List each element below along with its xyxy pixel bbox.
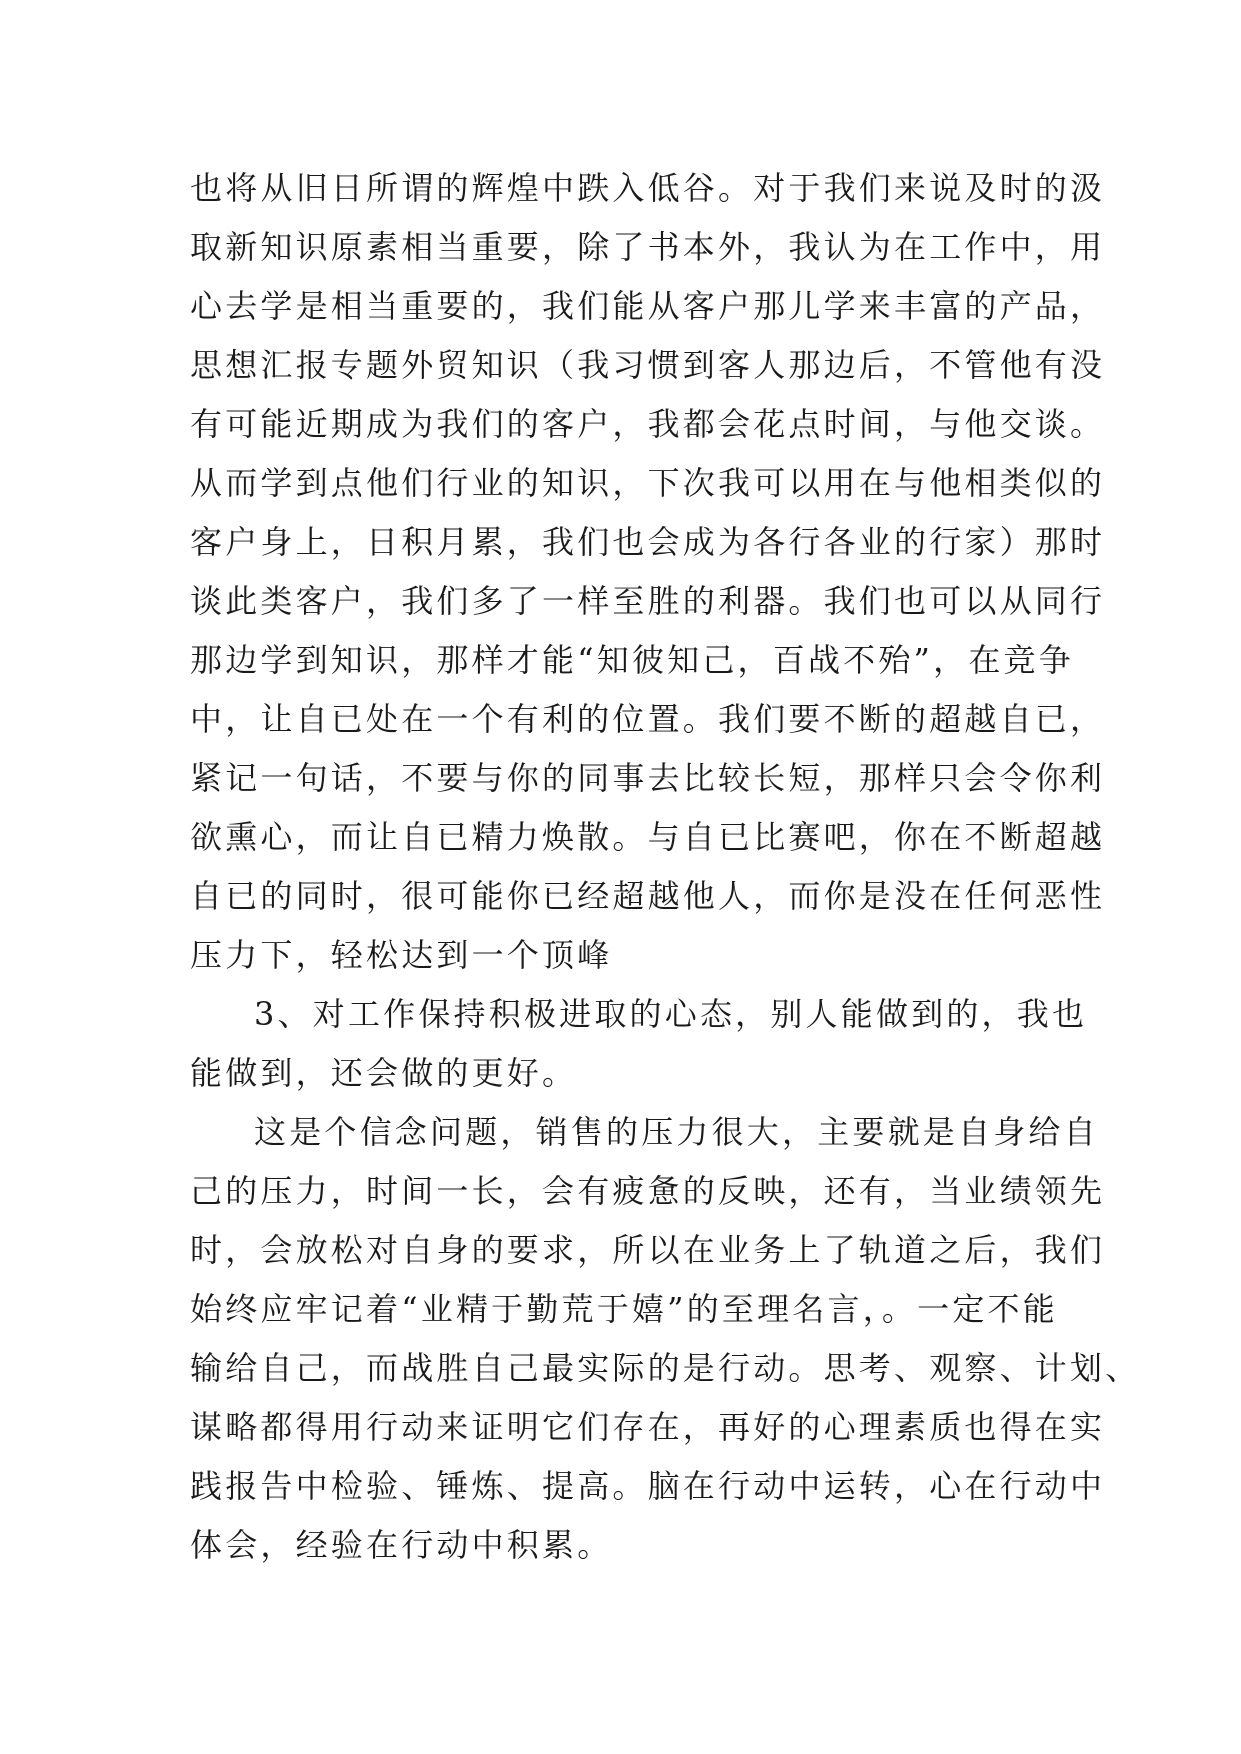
text-line: 能做到，还会做的更好。 — [190, 1054, 578, 1092]
text-line: 客户身上，日积月累，我们也会成为各行各业的行家）那时 — [190, 523, 1106, 561]
text-line: 中，让自已处在一个有利的位置。我们要不断的超越自已， — [190, 700, 1106, 738]
document-body — [190, 159, 1141, 1575]
text-line: 输给自己，而战胜自己最实际的是行动。思考、观察、计划、 — [190, 1349, 1141, 1387]
text-line: 也将从旧日所谓的辉煌中跌入低谷。对于我们来说及时的汲 — [190, 169, 1106, 207]
text-line: 自已的同时，很可能你已经超越他人，而你是没在任何恶性 — [190, 877, 1106, 915]
paragraph-first-line: 3、对工作保持积极进取的心态，别人能做到的，我也 — [254, 995, 1088, 1033]
text-line: 始终应牢记着“业精于勤荒于嬉”的至理名言，。一定不能 — [190, 1290, 1058, 1328]
text-line: 时，会放松对自身的要求，所以在业务上了轨道之后，我们 — [190, 1231, 1106, 1269]
text-line: 己的压力，时间一长，会有疲惫的反映，还有，当业绩领先 — [190, 1172, 1106, 1210]
text-line: 谋略都得用行动来证明它们存在，再好的心理素质也得在实 — [190, 1408, 1106, 1446]
text-line: 那边学到知识，那样才能“知彼知己，百战不殆”，在竞争 — [190, 641, 1074, 679]
text-line: 紧记一句话，不要与你的同事去比较长短，那样只会令你利 — [190, 759, 1106, 797]
text-line: 有可能近期成为我们的客户，我都会花点时间，与他交谈。 — [190, 405, 1106, 443]
text-line: 谈此类客户，我们多了一样至胜的利器。我们也可以从同行 — [190, 582, 1106, 620]
text-line: 取新知识原素相当重要，除了书本外，我认为在工作中，用 — [190, 228, 1106, 266]
text-line: 压力下，轻松达到一个顶峰 — [190, 936, 613, 974]
text-line: 欲熏心，而让自已精力焕散。与自已比赛吧，你在不断超越 — [190, 818, 1106, 856]
text-line: 思想汇报专题外贸知识（我习惯到客人那边后，不管他有没 — [190, 346, 1106, 384]
text-line: 从而学到点他们行业的知识，下次我可以用在与他相类似的 — [190, 464, 1106, 502]
paragraph-first-line: 这是个信念问题，销售的压力很大，主要就是自身给自 — [254, 1113, 1099, 1151]
text-line: 践报告中检验、锤炼、提高。脑在行动中运转，心在行动中 — [190, 1467, 1106, 1505]
text-line: 体会，经验在行动中积累。 — [190, 1526, 613, 1564]
text-line: 心去学是相当重要的，我们能从客户那儿学来丰富的产品， — [190, 287, 1106, 325]
